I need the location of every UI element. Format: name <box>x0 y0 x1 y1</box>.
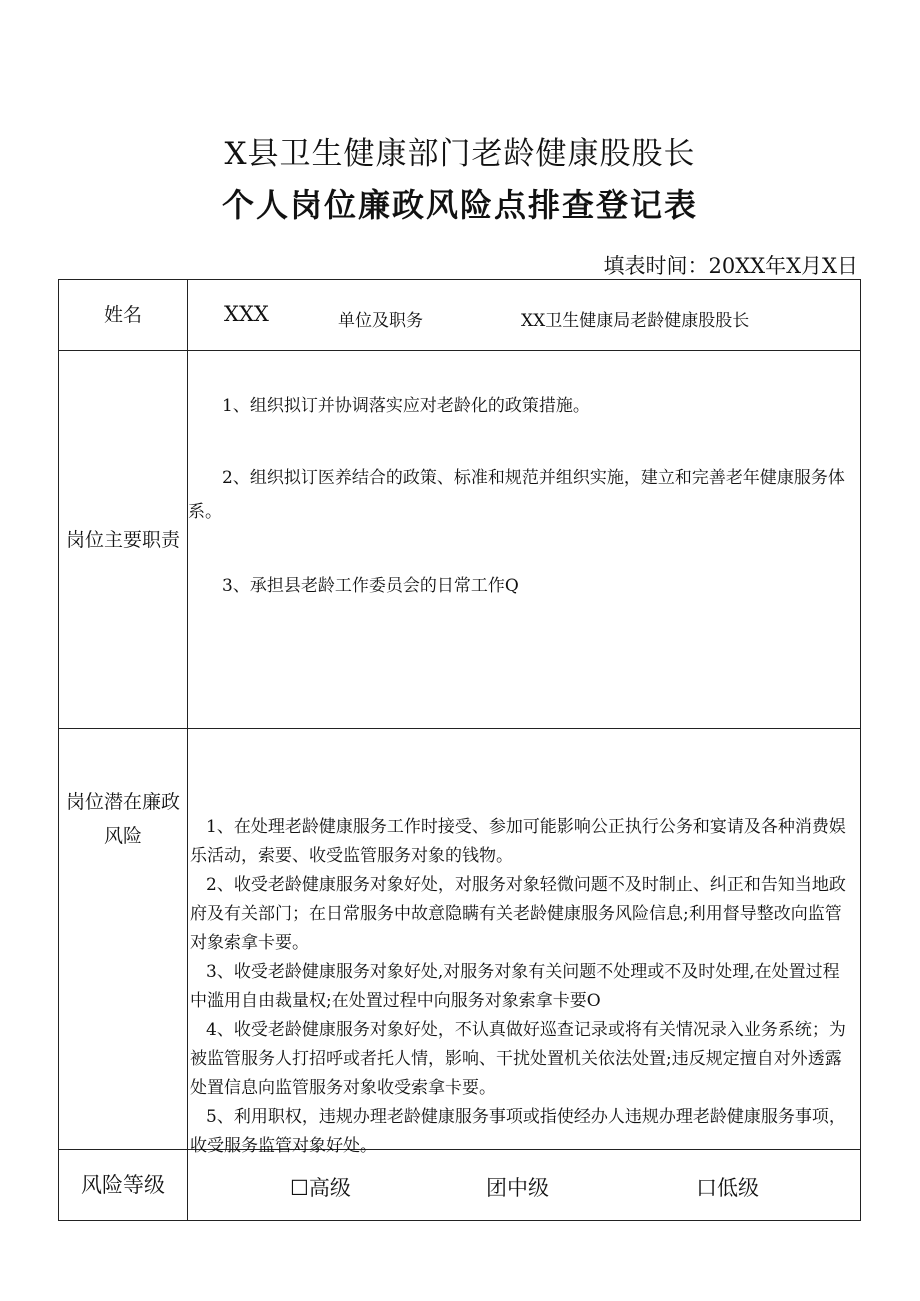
risk-level-high-option[interactable]: ☐高级 <box>290 1176 351 1200</box>
risk-level-low-option[interactable]: 口低级 <box>696 1176 759 1200</box>
title-line-2: 个人岗位廉政风险点排查登记表 <box>221 186 698 224</box>
duty-item: 1、组织拟订并协调落实应对老龄化的政策措施。 <box>222 396 590 416</box>
risks-row <box>59 729 861 1150</box>
duties-row <box>59 351 861 729</box>
name-row <box>59 280 861 351</box>
duties-label-text: 岗位主要职责 <box>65 528 180 551</box>
risks-cell <box>188 729 861 1156</box>
name-value: XXX <box>224 302 269 326</box>
risk-item: 2、收受老龄健康服务对象好处，对服务对象轻微问题不及时制止、纠正和告知当地政府及有关部门；在日常服务中故意隐瞒有关老龄健康服务风险信息;利用督导整改向监管对象索拿卡要。 <box>190 875 846 953</box>
risk-item: 1、在处理老龄健康服务工作时接受、参加可能影响公正执行公务和宴请及各种消费娱乐活动，索要、收受监管服务对象的钱物。 <box>190 817 846 866</box>
risk-item: 3、收受老龄健康服务对象好处,对服务对象有关问题不处理或不及时处理,在处置过程中滥用自由裁量权;在处置过程中向服务对象索拿卡要O <box>190 962 840 1011</box>
unit-position-value: XX卫生健康局老龄健康股股长 <box>521 311 750 331</box>
duty-item: 3、承担县老龄工作委员会的日常工作Q <box>222 576 519 596</box>
title-line-1: X县卫生健康部门老龄健康股股长 <box>224 136 696 172</box>
name-cell <box>188 280 861 351</box>
name-label: 姓名 <box>59 280 188 351</box>
register-form-table <box>58 279 861 1221</box>
risk-item: 5、利用职权，违规办理老龄健康服务事项或指使经办人违规办理老龄健康服务事项，收受服务监管对象好处。 <box>190 1107 846 1156</box>
risk-level-cell <box>188 1150 861 1221</box>
risk-level-row <box>59 1150 861 1221</box>
risks-label <box>59 729 188 1150</box>
fill-time: 填表时间：20XX年X月X日 <box>603 254 858 278</box>
risks-label-text: 岗位潜在廉政风险 <box>65 791 180 847</box>
duties-label <box>59 351 188 729</box>
duties-cell <box>188 351 861 729</box>
risk-item: 4、收受老龄健康服务对象好处，不认真做好巡查记录或将有关情况录入业务系统；为被监管服务人打招呼或者托人情，影响、干扰处置机关依法处置;违反规定擅自对外透露处置信息向监管服务对象收受索拿卡要。 <box>190 1020 846 1098</box>
unit-position-label: 单位及职务 <box>338 311 423 331</box>
risk-level-label: 风险等级 <box>59 1150 188 1221</box>
risk-level-medium-option[interactable]: 团中级 <box>486 1176 549 1200</box>
duty-item: 2、组织拟订医养结合的政策、标准和规范并组织实施，建立和完善老年健康服务体系。 <box>188 468 845 522</box>
